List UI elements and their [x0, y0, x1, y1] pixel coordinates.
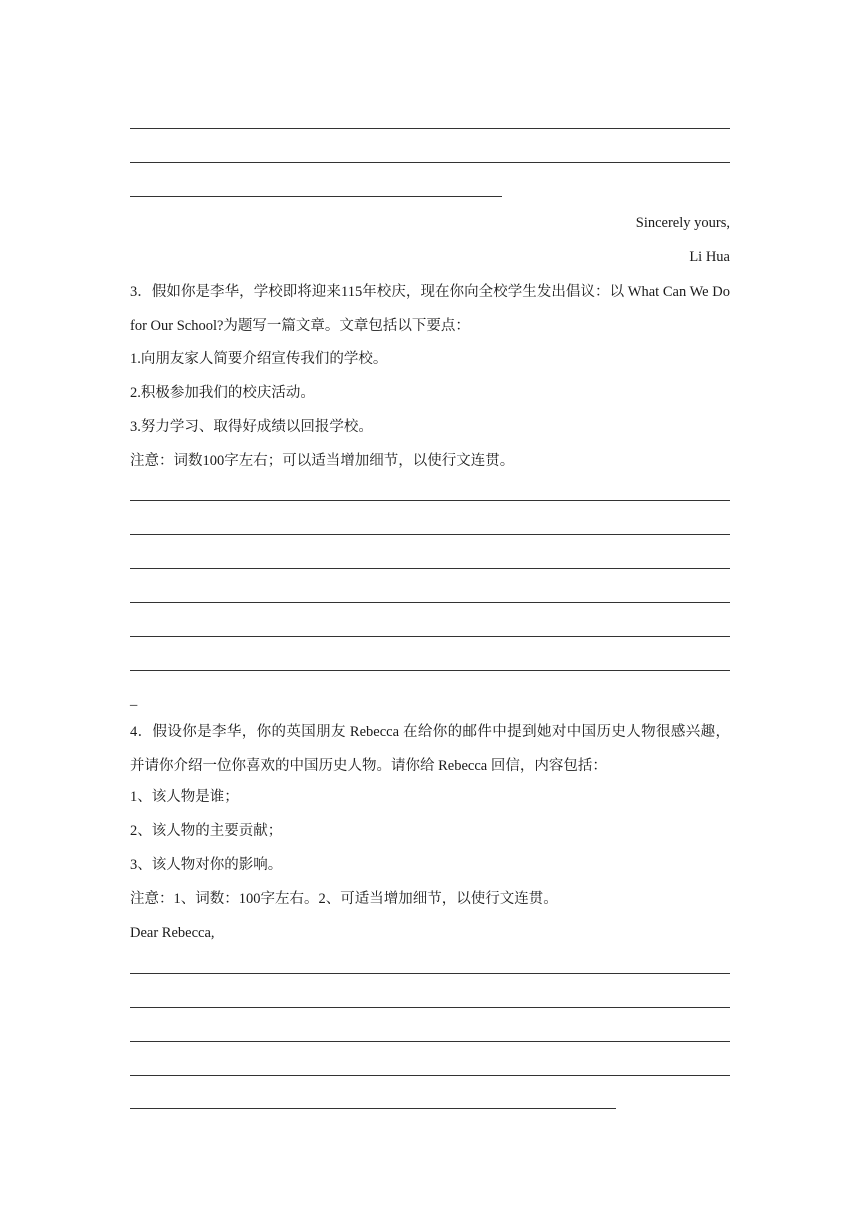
answer-line — [130, 1041, 730, 1042]
q4-point-2: 2、该人物的主要贡献； — [130, 823, 283, 839]
answer-line — [130, 162, 730, 163]
answer-line — [130, 196, 502, 197]
q3-point-3: 3.努力学习、取得好成绩以回报学校。 — [130, 419, 373, 435]
answer-line — [130, 568, 730, 569]
q3-trailing-mark: _ — [130, 692, 138, 708]
q3-prompt: 3．假如你是李华，学校即将迎来115年校庆，现在你向全校学生发出倡议：以 What Can We Do for Our School?为题写一篇文章。文章包括以下要点： — [130, 284, 730, 334]
q4-prompt: 4．假设你是李华，你的英国朋友 Rebecca 在给你的邮件中提到她对中国历史人物很感兴趣，并请你介绍一位你喜欢的中国历史人物。请你给 Rebecca 回信，内容包括： — [130, 724, 730, 774]
q4-point-3: 3、该人物对你的影响。 — [130, 857, 283, 873]
answer-line — [130, 602, 730, 603]
answer-line — [130, 500, 730, 501]
closing-name: Li Hua — [689, 249, 730, 265]
closing-salutation: Sincerely yours, — [635, 215, 730, 231]
q3-point-2: 2.积极参加我们的校庆活动。 — [130, 385, 315, 401]
answer-line — [130, 670, 730, 671]
q4-point-1: 1、该人物是谁； — [130, 789, 239, 805]
answer-line — [130, 534, 730, 535]
q3-note: 注意：词数100字左右；可以适当增加细节，以使行文连贯。 — [130, 453, 515, 469]
answer-line — [130, 973, 730, 974]
answer-line — [130, 1007, 730, 1008]
q4-note: 注意：1、词数：100字左右。2、可适当增加细节，以使行文连贯。 — [130, 891, 558, 907]
answer-line — [130, 1108, 616, 1109]
q3-point-1: 1.向朋友家人简要介绍宣传我们的学校。 — [130, 351, 388, 367]
answer-line — [130, 1075, 730, 1076]
answer-line — [130, 636, 730, 637]
q4-greeting: Dear Rebecca, — [130, 925, 215, 941]
answer-line — [130, 128, 730, 129]
